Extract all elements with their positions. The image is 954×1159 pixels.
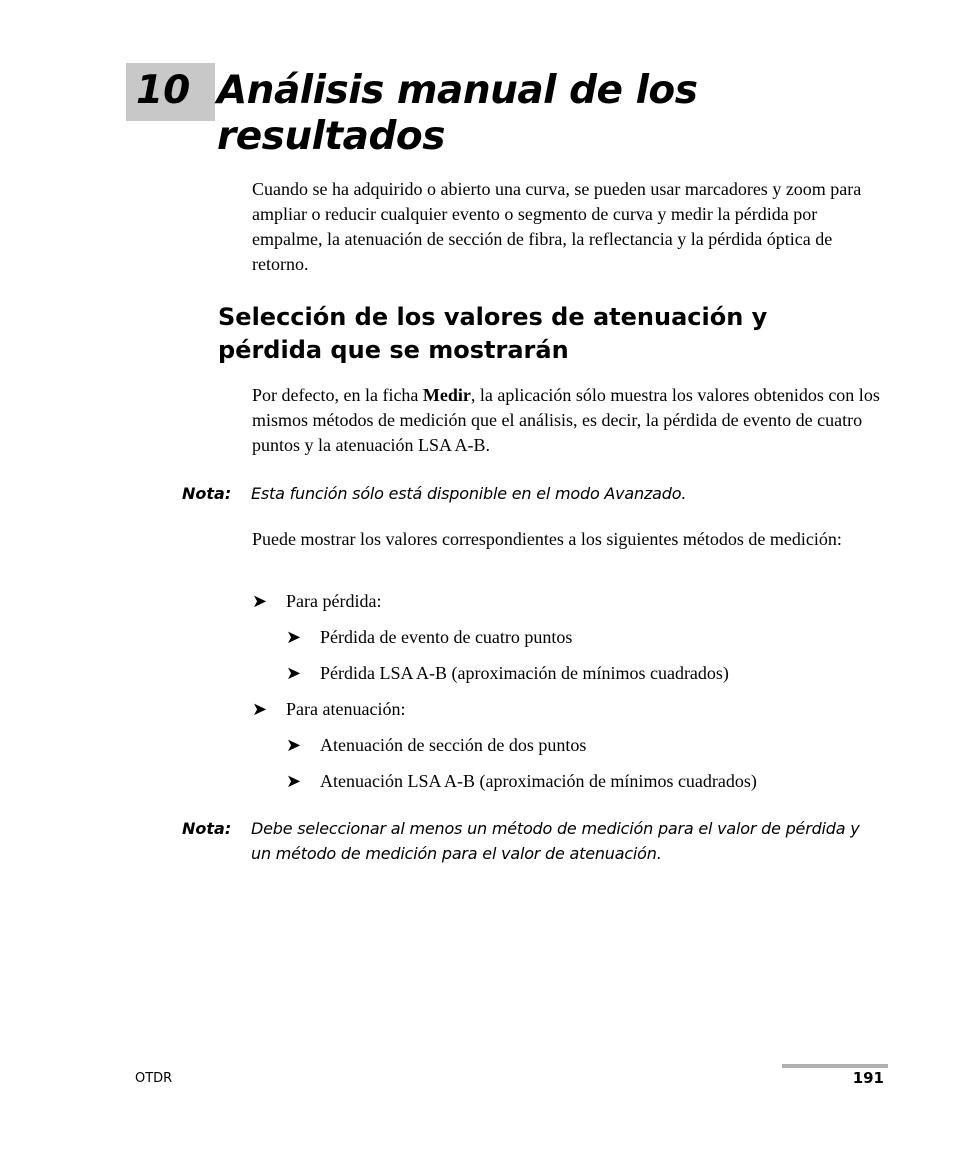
section-heading: Selección de los valores de atenuación y pérdida que se mostrarán xyxy=(218,303,768,364)
list-item xyxy=(252,697,405,722)
list-item-label: Atenuación LSA A-B (aproximación de mínimos cuadrados) xyxy=(320,771,757,791)
list-item xyxy=(252,589,381,614)
note-text-2: Debe seleccionar al menos un método de medición para el valor de pérdida y un método de medición para el valor de atenuación. xyxy=(251,819,860,863)
arrow-bullet-icon: ➤ xyxy=(286,735,302,756)
list-item xyxy=(286,733,586,758)
arrow-bullet-icon: ➤ xyxy=(286,771,302,792)
chapter-number: 10 xyxy=(136,68,191,113)
arrow-bullet-icon: ➤ xyxy=(252,591,268,612)
list-item xyxy=(286,661,729,686)
para1-text-before: Por defecto, en la ficha xyxy=(252,385,423,405)
footer-rule xyxy=(782,1064,888,1068)
list-item-label: Atenuación de sección de dos puntos xyxy=(320,735,587,755)
list-item-label: Pérdida de evento de cuatro puntos xyxy=(320,627,573,647)
section-paragraph-2: Puede mostrar los valores correspondientes a los siguientes métodos de medición: xyxy=(252,529,842,549)
list-item xyxy=(286,625,572,650)
arrow-bullet-icon: ➤ xyxy=(252,699,268,720)
note-label-2: Nota: xyxy=(182,819,232,838)
list-item-label: Pérdida LSA A-B (aproximación de mínimos cuadrados) xyxy=(320,663,729,683)
page-number: 191 xyxy=(852,1069,884,1087)
footer-product-name: OTDR xyxy=(135,1071,173,1086)
note-text-1: Esta función sólo está disponible en el modo Avanzado. xyxy=(251,484,687,503)
arrow-bullet-icon: ➤ xyxy=(286,663,302,684)
chapter-title: Análisis manual de los resultados xyxy=(217,68,698,159)
para1-text-after: , la aplicación sólo muestra los valores obtenidos con los mismos métodos de medición que el análisis, es decir, la pérdida de evento de cuatro puntos y la atenuación LSA A-B. xyxy=(252,385,880,455)
section-paragraph-1 xyxy=(252,383,882,458)
arrow-bullet-icon: ➤ xyxy=(286,627,302,648)
note-label-1: Nota: xyxy=(182,484,232,503)
list-item xyxy=(286,769,757,794)
medir-tab-name: Medir xyxy=(422,385,471,405)
list-item-label: Para pérdida: xyxy=(286,591,382,611)
list-item-label: Para atenuación: xyxy=(286,699,406,719)
intro-paragraph: Cuando se ha adquirido o abierto una curva, se pueden usar marcadores y zoom para ampliar o reducir cualquier evento o segmento de curva y medir la pérdida por empalme, la atenuación de sección de fibra, la reflectancia y la pérdida óptica de retorno. xyxy=(252,179,862,274)
